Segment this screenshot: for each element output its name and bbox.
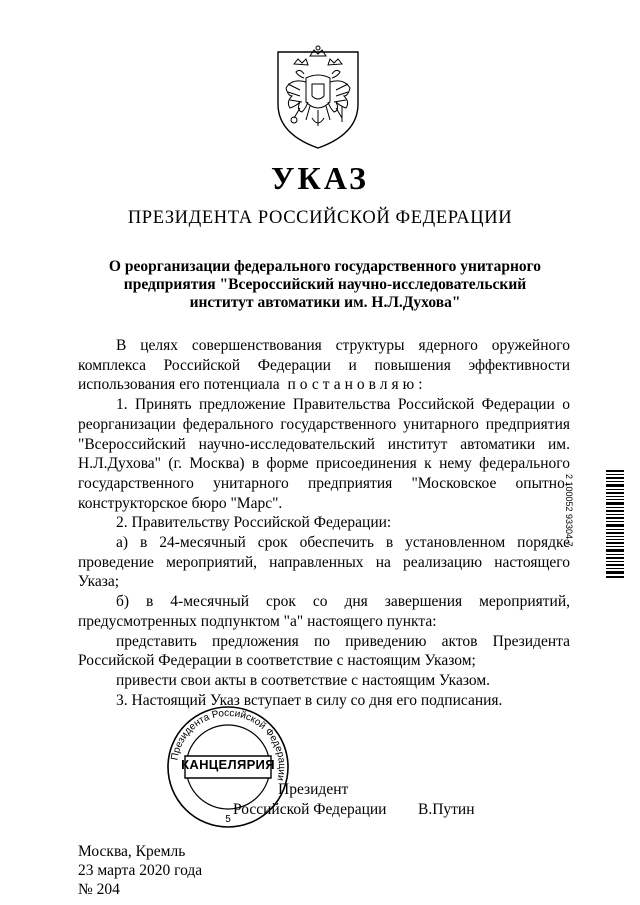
heading-line: институт автоматики им. Н.Л.Духова" (189, 294, 461, 311)
paragraph-2b: б) в 4-месячный срок со дня завершения мероприятий, предусмотренных подпунктом "а" настоящего пункта: (78, 593, 570, 630)
paragraph-2b-item1: представить предложения по приведению актов Президента Российской Федерации в соответствие с настоящим Указом; (78, 632, 570, 670)
paragraph-3: 3. Настоящий Указ вступает в силу со дня его подписания. (116, 691, 503, 709)
intro-text: В целях совершенствования структуры ядерного оружейного комплекса Российской Федерации и повышения эффективности использования его потенциала (78, 337, 570, 394)
coat-of-arms-emblem (270, 42, 366, 152)
place-text: Москва, Кремль (78, 843, 186, 860)
stamp-label: КАНЦЕЛЯРИЯ (181, 757, 275, 772)
signature-position-line1: Президент (278, 781, 349, 798)
decree-body (78, 336, 570, 710)
stamp-ring-text: Президента Российской Федерации (169, 707, 288, 782)
decree-word: постановляю: (287, 376, 427, 394)
heading-line: О реорганизации федерального государственного унитарного (108, 258, 542, 275)
intro-paragraph (78, 336, 570, 395)
decree-heading (80, 258, 570, 312)
signature-name: В.Путин (418, 801, 475, 818)
paragraph-1: 1. Принять предложение Правительства Российской Федерации о реорганизации федерального государственного унитарного предприятия "Всероссийский научно-исследовательский институт автоматики им. Н.Л.Духова" (г. Москва) в форме присоединения к нему федерального государственного унитарного предприятия "Московское опытно-конструкторское бюро "Марс". (78, 396, 570, 512)
stamp-number: 5 (225, 814, 231, 825)
heading-line: предприятия "Всероссийский научно-исследовательский (123, 276, 527, 293)
paragraph-2: 2. Правительству Российской Федерации: (116, 514, 392, 532)
paragraph-2a: а) в 24-месячный срок обеспечить в установленном порядке проведение мероприятий, направленных на реализацию настоящего Указа; (78, 534, 570, 591)
paragraph-2b-item2: привести свои акты в соответствие с настоящим Указом. (116, 671, 491, 689)
signature-position-line2: Российской Федерации (233, 801, 387, 818)
document-subtitle: ПРЕЗИДЕНТА РОССИЙСКОЙ ФЕДЕРАЦИИ (127, 208, 513, 228)
barcode-digits: 2 100052 93304 7 (564, 474, 574, 547)
decree-number: № 204 (78, 881, 120, 898)
document-footer (78, 842, 202, 899)
date-text: 23 марта 2020 года (78, 862, 203, 879)
barcode (588, 470, 624, 580)
document-title: УКАЗ (271, 160, 369, 196)
